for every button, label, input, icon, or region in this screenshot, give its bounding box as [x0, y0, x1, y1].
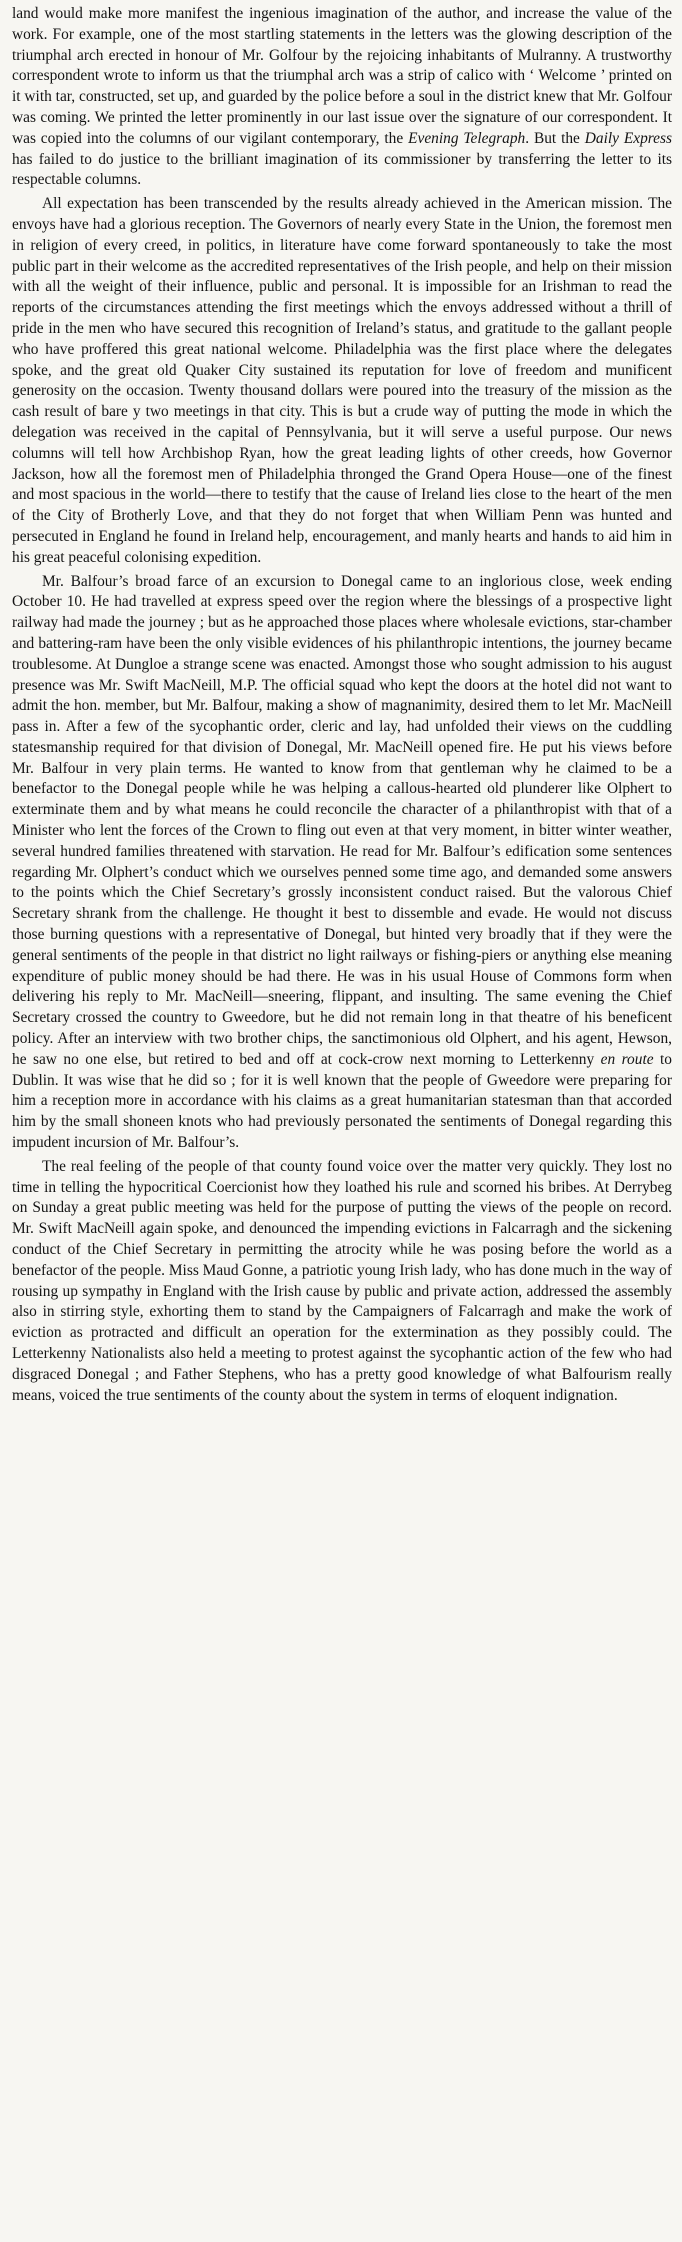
paragraph-derrybeg-meeting — [12, 1157, 672, 1407]
text-segment: has failed to do justice to the brilliant imagination of its commissioner by transferring the letter to its respectable columns. — [12, 150, 672, 189]
italic-segment-en-route: en route — [600, 1050, 654, 1068]
paragraph-american-mission — [12, 194, 672, 568]
paragraph-balfour-donegal — [12, 572, 672, 1154]
italic-segment-evening-telegraph: Evening Telegraph — [408, 129, 526, 147]
text-segment: land would make more manifest the ingenious imagination of the author, and increase the value of the work. For example, one of the most startling statements in the letters was the glowing description of the triumphal arch erected in honour of Mr. Golfour by the rejoicing inhabitants of Mulranny. A trustworthy correspondent wrote to inform us that the triumphal arch was a strip of calico with ‘ Welcome ’ printed on it with tar, constructed, set up, and guarded by the police before a soul in the district knew that Mr. Golfour was coming. We printed the letter prominently in our last issue over the signature of our correspondent. It was copied into the columns of our vigilant contemporary, the — [12, 5, 672, 147]
text-segment: Mr. Balfour’s broad farce of an excursion to Donegal came to an inglorious close, week ending October 10. He had travelled at express speed over the region where the blessings of a prospective light railway had made the journey ; but as he approached those places where wholesale evictions, star-chamber and battering-ram have been the only visible evidences of his philanthropic intentions, the journey became troublesome. At Dungloe a strange scene was enacted. Amongst those who sought admission to his august presence was Mr. Swift MacNeill, M.P. The official squad who kept the doors at the hotel did not want to admit the hon. member, but Mr. Balfour, making a show of magnanimity, desired them to let Mr. MacNeill pass in. After a few of the sycophantic order, cleric and lay, had unfolded their views on the cuddling statesmanship required for that division of Donegal, Mr. MacNeill opened fire. He put his views before Mr. Balfour in very plain terms. He wanted to know from that gentleman why he claimed to be a benefactor to the Donegal people while he was helping a callous-hearted old plunderer like Olphert to exterminate them and by what means he could reconcile the character of a philanthropist with that of a Minister who lent the forces of the Crown to fling out even at that very moment, in bitter winter weather, several hundred families threatened with starvation. He read for Mr. Balfour’s edification some sentences regarding Mr. Olphert’s conduct which we ourselves penned some time ago, and demanded some answers to the points which the Chief Secretary’s grossly inconsistent conduct raised. But the valorous Chief Secretary shrank from the challenge. He thought it best to dissemble and evade. He would not discuss those burning questions with a representative of Donegal, but hinted very broadly that if they were the general sentiments of the people in that district no light railways or fishing-piers or anything else meaning expenditure of public money should be had there. He was in his usual House of Commons form when delivering his reply to Mr. MacNeill—sneering, flippant, and insulting. The same evening the Chief Secretary crossed the country to Gweedore, but he did not remain long in that theatre of his beneficent policy. After an interview with two brother chips, the sanctimonious old Olphert, and his agent, Hewson, he saw no one else, but retired to bed and off at cock-crow next morning to Letterkenny — [12, 572, 672, 1068]
text-segment: All expectation has been transcended by the results already achieved in the American mission. The envoys have had a glorious reception. The Governors of nearly every State in the Union, the foremost men in religion of every creed, in politics, in literature have come forward spontaneously to take the most public part in their welcome as the accredited representatives of the Irish people, and help on their mission with all the weight of their influence, public and personal. It is impossible for an Irishman to read the reports of the circumstances attending the first meetings which the envoys addressed without a thrill of pride in the men who have secured this recognition of Ireland’s status, and gratitude to the gallant people who have proffered this great national welcome. Philadelphia was the first place where the delegates spoke, and the great old Quaker City sustained its reputation for love of freedom and munificent generosity on the occasion. Twenty thousand dollars were poured into the treasury of the mission as the cash result of bare y two meetings in that city. This is but a crude way of putting the mode in which the delegation was received in the capital of Pennsylvania, but it will serve a useful purpose. Our news columns will tell how Archbishop Ryan, how the great leading lights of other creeds, how Governor Jackson, how all the foremost men of Philadelphia thronged the Grand Opera House—one of the finest and most spacious in the world—there to testify that the cause of Ireland lies close to the heart of the men of the City of Brotherly Love, and that they do not forget that when William Penn was hunted and persecuted in England he found in Ireland help, encouragement, and manly hearts and hands to aid him in his great peaceful colonising expedition. — [12, 195, 672, 566]
text-segment: . But the — [525, 129, 585, 147]
italic-segment-daily-express: Daily Express — [584, 129, 672, 147]
text-segment: to Dublin. It was wise that he did so ; for it is well known that the people of Gweedore were preparing for him a reception more in accordance with his claims as a great humanitarian statesman than that accorded him by the small shoneen knots who had previously personated the sentiments of Donegal regarding this impudent incursion of Mr. Balfour’s. — [12, 1050, 672, 1152]
paragraph-golfour-letter — [12, 4, 672, 191]
text-segment: The real feeling of the people of that county found voice over the matter very quickly. They lost no time in telling the hypocritical Coercionist how they loathed his rule and scorned his bribes. At Derrybeg on Sunday a great public meeting was held for the purpose of putting the views of the people on record. Mr. Swift MacNeill again spoke, and denounced the impending evictions in Falcarragh and the sickening conduct of the Chief Secretary in permitting the atrocity while he was posing before the world as a benefactor of the people. Miss Maud Gonne, a patriotic young Irish lady, who has done much in the way of rousing up sympathy in England with the Irish cause by public and private action, addressed the assembly also in stirring style, exhorting them to stand by the Campaigners of Falcarragh and make the work of eviction as protracted and difficult an operation for the extermination as they possibly could. The Letterkenny Nationalists also held a meeting to protest against the sycophantic action of the few who had disgraced Donegal ; and Father Stephens, who has a pretty good knowledge of what Balfourism really means, voiced the true sentiments of the county about the system in terms of eloquent indignation. — [12, 1157, 672, 1404]
